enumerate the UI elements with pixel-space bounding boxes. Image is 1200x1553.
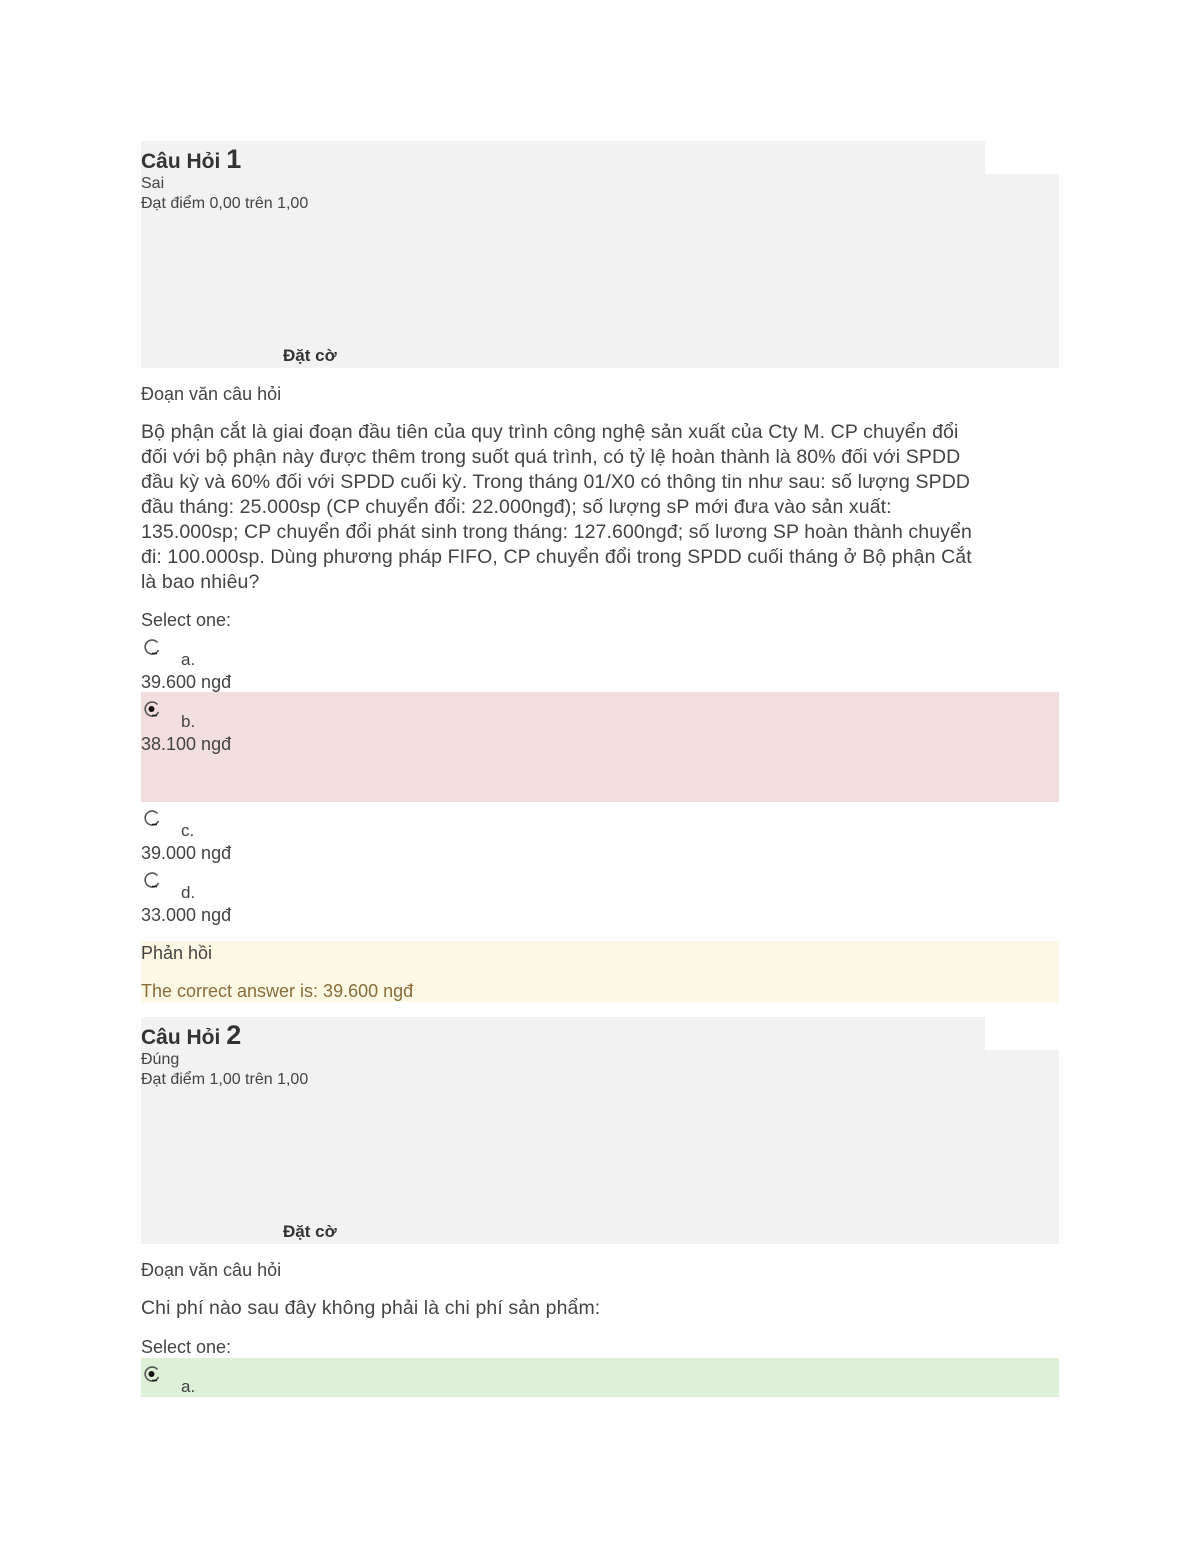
q2-header-top (141, 1017, 985, 1050)
q1-option-c[interactable] (141, 805, 1059, 863)
radio-checked-icon[interactable] (143, 1365, 161, 1383)
q2-title-prefix: Câu Hỏi (141, 1026, 221, 1049)
q1-state: Sai (141, 175, 165, 192)
q1-text-line: 135.000sp; CP chuyển đổi phát sinh trong tháng: 127.600ngđ; số lương SP hoàn thành chuyển (141, 521, 972, 543)
q2-question-text: Chi phí nào sau đây không phải là chi phí sản phẩm: (141, 1297, 601, 1319)
q2-grade: Đạt điểm 1,00 trên 1,00 (141, 1071, 309, 1088)
q1-question-text (141, 420, 1071, 595)
radio-unchecked-icon[interactable] (143, 871, 161, 889)
q1-question-text-label: Đoạn văn câu hỏi (141, 384, 282, 404)
q2-question-text-label: Đoạn văn câu hỏi (141, 1260, 282, 1280)
q1-option-b[interactable] (141, 696, 1059, 754)
q1-option-a-answer: 39.600 ngđ (141, 672, 232, 692)
q1-grade: Đạt điểm 0,00 trên 1,00 (141, 195, 309, 212)
q1-select-one-label: Select one: (141, 610, 232, 630)
q1-text-line: đi: 100.000sp. Dùng phương pháp FIFO, CP chuyển đổi trong SPDD cuối tháng ở Bộ phận Cắt (141, 546, 972, 568)
q1-text-line: đối với bộ phận này được thêm trong suốt quá trình, có tỷ lệ hoàn thành là 80% đối với SPDD (141, 446, 961, 468)
q1-option-c-letter: c. (181, 821, 195, 840)
q1-text-line: là bao nhiêu? (141, 571, 260, 593)
q1-option-c-answer: 39.000 ngđ (141, 843, 232, 863)
q1-title-prefix: Câu Hỏi (141, 150, 221, 173)
q1-feedback-label: Phản hồi (141, 943, 213, 963)
radio-checked-icon[interactable] (143, 700, 161, 718)
q2-flag-question-link[interactable]: Đặt cờ (283, 1222, 337, 1241)
q2-state: Đúng (141, 1051, 180, 1068)
q1-flag-question-link[interactable]: Đặt cờ (283, 346, 337, 365)
q1-option-b-letter: b. (181, 712, 196, 731)
q2-select-one-label: Select one: (141, 1337, 232, 1357)
q2-number: 2 (226, 1020, 242, 1050)
q1-option-b-answer: 38.100 ngđ (141, 734, 232, 754)
q1-header-top (141, 141, 985, 174)
q1-text-line: Bộ phận cắt là giai đoạn đầu tiên của quy trình công nghệ sản xuất của Cty M. CP chuyển đổi (141, 421, 959, 443)
q1-number: 1 (226, 144, 242, 174)
radio-unchecked-icon[interactable] (143, 809, 161, 827)
q1-option-d[interactable] (141, 867, 1059, 925)
q1-correct-answer: The correct answer is: 39.600 ngđ (141, 981, 414, 1001)
q2-option-a[interactable] (141, 1361, 1059, 1397)
q1-option-d-letter: d. (181, 883, 196, 902)
q2-title (141, 1020, 241, 1051)
radio-unchecked-icon[interactable] (143, 638, 161, 656)
q1-text-line: đầu tháng: 25.000sp (CP chuyển đổi: 22.000ngđ); số lượng sP mới đưa vào sản xuất: (141, 496, 892, 518)
q1-text-line: đầu kỳ và 60% đối với SPDD cuối kỳ. Trong tháng 01/X0 có thông tin như sau: số lượng SPDD (141, 471, 971, 493)
q2-option-a-letter: a. (181, 1377, 196, 1396)
q1-option-a-letter: a. (181, 650, 196, 669)
q1-title (141, 144, 241, 175)
q1-option-d-answer: 33.000 ngđ (141, 905, 232, 925)
q1-option-a[interactable] (141, 634, 1059, 692)
